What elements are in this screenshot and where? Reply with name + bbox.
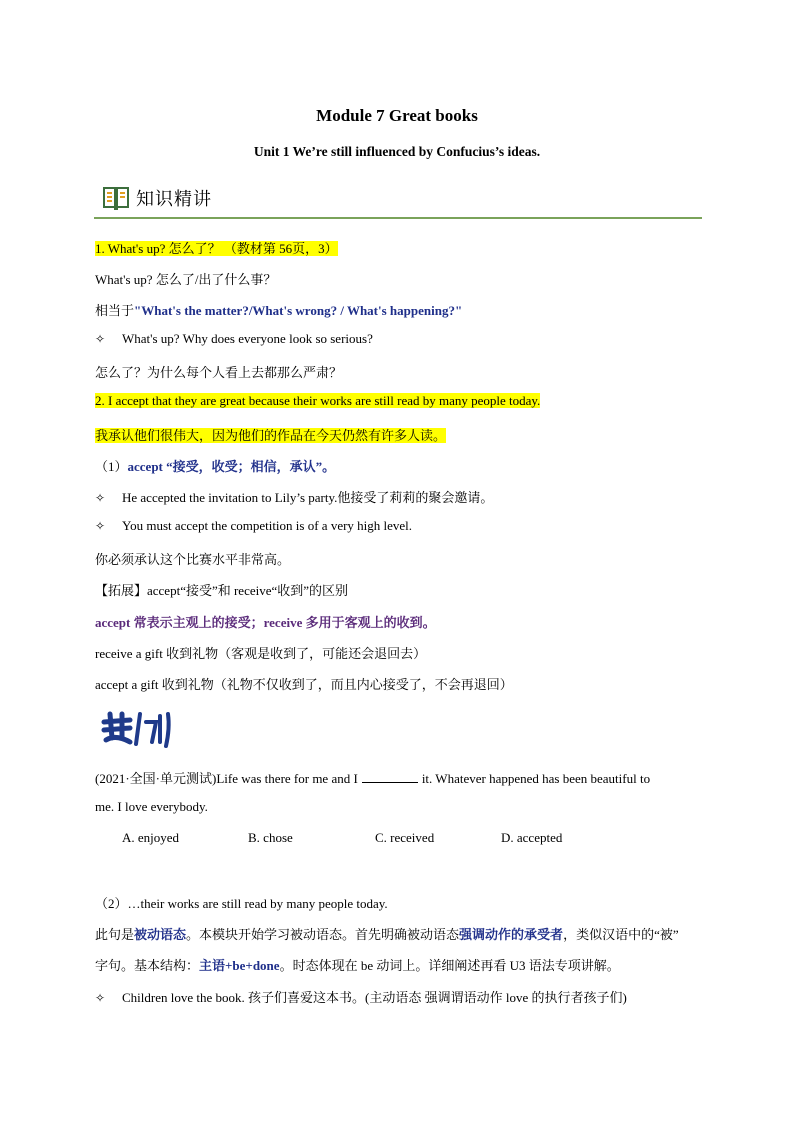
expand-heading: 【拓展】accept“接受”和 receive“收到”的区别 [95, 583, 349, 598]
bullet-icon: ✧ [95, 519, 106, 533]
passive-explanation-line1: 此句是被动语态。本模块开始学习被动语态。首先明确被动语态强调动作的承受者，类似汉语中的“被” [95, 927, 679, 942]
receive-gift: receive a gift 收到礼物（客观是收到了，可能还会退回去） [95, 646, 427, 661]
accept-gift: accept a gift 收到礼物（礼物不仅收到了，而且内心接受了，不会再退回） [95, 677, 513, 692]
item1-equivalent: 相当于"What's the matter?/What's wrong? / What's happening?" [95, 303, 463, 318]
item2-heading-cn: 我承认他们很伟大，因为他们的作品在今天仍然有许多人读。 [95, 428, 447, 443]
unit-subtitle: Unit 1 We’re still influenced by Confucius’s ideas. [253, 144, 541, 159]
module-title: Module 7 Great books [316, 106, 478, 125]
example-calligraphy-icon [100, 708, 174, 750]
item1-heading: 1. What's up? 怎么了？ （教材第 56页，3） [95, 241, 338, 256]
passive-example: ✧ Children love the book. 孩子们喜爱这本书。(主动语态 强调谓语动作 love 的执行者孩子们) [95, 990, 627, 1005]
item1-example-cn: 怎么了？为什么每个人看上去都那么严肃？ [95, 365, 343, 380]
option-c[interactable]: C. received [375, 830, 435, 845]
section-header [102, 183, 212, 213]
option-b[interactable]: B. chose [248, 830, 293, 845]
item2-example1: ✧ He accepted the invitation to Lily’s party.他接受了莉莉的聚会邀请。 [95, 490, 494, 505]
question-line2: me. I love everybody. [95, 799, 208, 814]
book-icon [102, 185, 130, 211]
passive-explanation-line2: 字句。基本结构：主语+be+done。时态体现在 be 动词上。详细阐述再看 U3 语法专项讲解。 [95, 958, 620, 973]
item1-meaning: What's up? 怎么了/出了什么事？ [95, 272, 277, 287]
bullet-icon: ✧ [95, 332, 106, 346]
example-badge [100, 708, 174, 755]
item2-example2-cn: 你必须承认这个比赛水平非常高。 [95, 552, 291, 567]
answer-blank[interactable] [362, 772, 418, 783]
option-d[interactable]: D. accepted [501, 830, 563, 845]
item2-heading: 2. I accept that they are great because their works are still read by many people today. [95, 393, 541, 408]
expand-note: accept 常表示主观上的接受；receive 多用于客观上的收到。 [95, 615, 436, 630]
bullet-icon: ✧ [95, 991, 106, 1005]
question-line1: (2021·全国·单元测试)Life was there for me and I it. Whatever happened has been beautiful to [95, 771, 651, 786]
bullet-icon: ✧ [95, 491, 106, 505]
option-a[interactable]: A. enjoyed [122, 830, 180, 845]
section-divider [94, 217, 702, 219]
item2-sub2: （2）…their works are still read by many people today. [95, 896, 388, 911]
item2-example2: ✧ You must accept the competition is of a very high level. [95, 518, 413, 533]
item1-example: ✧ What's up? Why does everyone look so serious? [95, 331, 373, 346]
item2-sub1: （1）accept “接受，收受；相信，承认”。 [95, 459, 336, 474]
section-label: 知识精讲 [136, 189, 212, 210]
